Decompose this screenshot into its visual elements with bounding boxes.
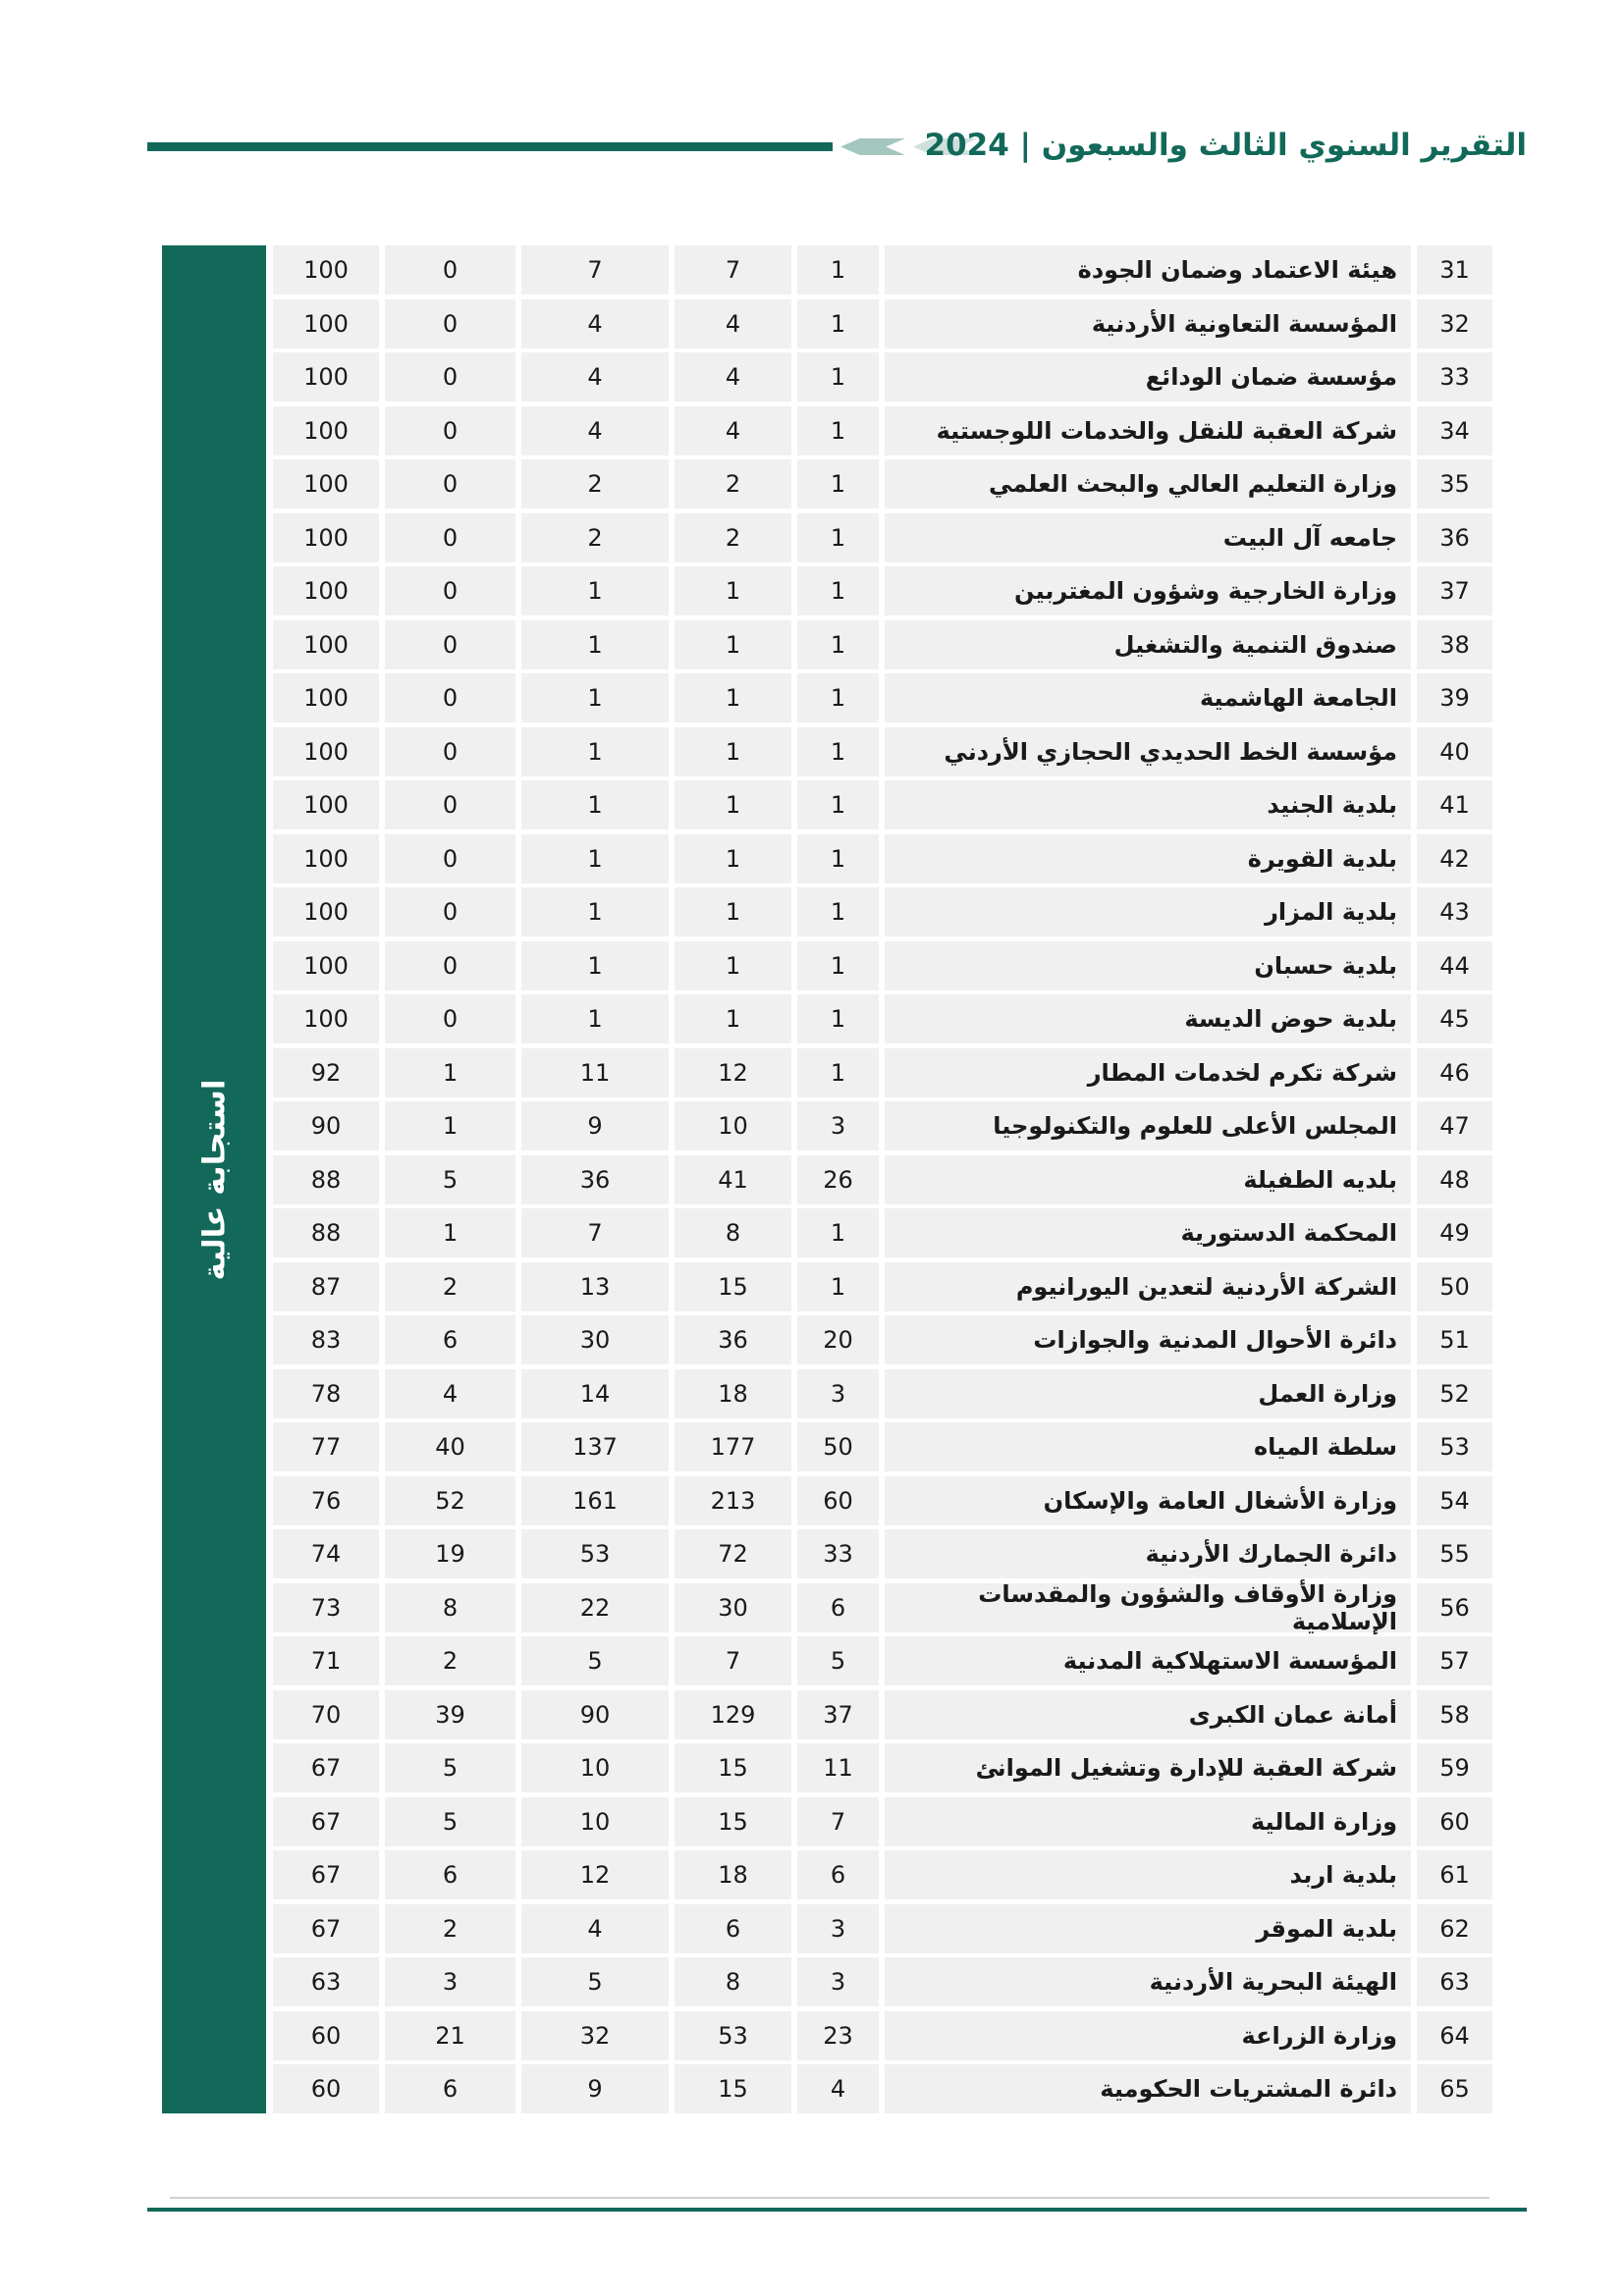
row-number: 61 <box>1417 1850 1492 1899</box>
table-row <box>273 1743 1492 1792</box>
row-number: 39 <box>1417 673 1492 722</box>
value-col-percent: 100 <box>273 566 379 615</box>
value-col-percent: 100 <box>273 513 379 562</box>
entity-name: بلدية المزار <box>885 887 1411 936</box>
table-row <box>273 299 1492 348</box>
value-col-3: 1 <box>521 994 669 1043</box>
value-col-percent: 73 <box>273 1583 379 1632</box>
entity-name: الهيئة البحرية الأردنية <box>885 1957 1411 2006</box>
row-number: 64 <box>1417 2011 1492 2060</box>
value-col-percent: 88 <box>273 1208 379 1257</box>
value-col-2: 2 <box>675 513 791 562</box>
value-col-1: 1 <box>797 1208 879 1257</box>
row-number: 36 <box>1417 513 1492 562</box>
entity-name: شركة العقبة للإدارة وتشغيل الموانئ <box>885 1743 1411 1792</box>
table-row <box>273 620 1492 669</box>
value-col-percent: 100 <box>273 727 379 776</box>
table-row <box>273 1690 1492 1739</box>
entity-name: دائرة الأحوال المدنية والجوازات <box>885 1315 1411 1364</box>
value-col-2: 6 <box>675 1904 791 1953</box>
value-col-2: 18 <box>675 1850 791 1899</box>
value-col-1: 26 <box>797 1155 879 1204</box>
value-col-4: 0 <box>385 459 515 508</box>
chevron-decoration-icon <box>840 138 905 155</box>
table-row <box>273 1579 1492 1635</box>
value-col-1: 1 <box>797 941 879 990</box>
value-col-percent: 100 <box>273 352 379 401</box>
value-col-3: 4 <box>521 406 669 455</box>
entity-name: وزارة الأوقاف والشؤون والمقدسات الإسلامية <box>885 1583 1411 1632</box>
value-col-percent: 76 <box>273 1476 379 1525</box>
value-col-1: 6 <box>797 1583 879 1632</box>
header-rule <box>147 142 833 151</box>
table-row <box>273 1262 1492 1311</box>
row-number: 59 <box>1417 1743 1492 1792</box>
value-col-1: 60 <box>797 1476 879 1525</box>
value-col-3: 14 <box>521 1369 669 1418</box>
table-row <box>273 1422 1492 1471</box>
value-col-1: 1 <box>797 887 879 936</box>
entity-name: صندوق التنمية والتشغيل <box>885 620 1411 669</box>
value-col-2: 7 <box>675 245 791 294</box>
row-number: 55 <box>1417 1529 1492 1578</box>
value-col-4: 2 <box>385 1636 515 1685</box>
entity-name: بلدية الموقر <box>885 1904 1411 1953</box>
value-col-2: 129 <box>675 1690 791 1739</box>
value-col-1: 23 <box>797 2011 879 2060</box>
row-number: 41 <box>1417 780 1492 829</box>
value-col-3: 32 <box>521 2011 669 2060</box>
value-col-4: 5 <box>385 1743 515 1792</box>
table-row <box>273 2011 1492 2060</box>
table-row <box>273 245 1492 294</box>
entity-name: وزارة العمل <box>885 1369 1411 1418</box>
entity-name: بلدية اربد <box>885 1850 1411 1899</box>
value-col-3: 36 <box>521 1155 669 1204</box>
category-sidebar <box>162 245 266 2113</box>
value-col-4: 0 <box>385 299 515 348</box>
value-col-1: 1 <box>797 994 879 1043</box>
value-col-3: 9 <box>521 1101 669 1150</box>
value-col-percent: 100 <box>273 780 379 829</box>
value-col-4: 52 <box>385 1476 515 1525</box>
row-number: 63 <box>1417 1957 1492 2006</box>
value-col-percent: 74 <box>273 1529 379 1578</box>
row-number: 32 <box>1417 299 1492 348</box>
value-col-percent: 100 <box>273 459 379 508</box>
value-col-percent: 100 <box>273 673 379 722</box>
table-row <box>273 1904 1492 1953</box>
value-col-1: 1 <box>797 513 879 562</box>
value-col-4: 0 <box>385 406 515 455</box>
value-col-4: 0 <box>385 620 515 669</box>
value-col-1: 1 <box>797 245 879 294</box>
category-sidebar-label: استجابة عالية <box>196 1079 233 1280</box>
value-col-2: 8 <box>675 1957 791 2006</box>
value-col-3: 7 <box>521 245 669 294</box>
value-col-2: 177 <box>675 1422 791 1471</box>
value-col-1: 3 <box>797 1369 879 1418</box>
row-number: 52 <box>1417 1369 1492 1418</box>
value-col-3: 1 <box>521 727 669 776</box>
row-number: 47 <box>1417 1101 1492 1150</box>
entity-name: سلطة المياه <box>885 1422 1411 1471</box>
value-col-percent: 90 <box>273 1101 379 1150</box>
value-col-2: 1 <box>675 887 791 936</box>
entity-name: المجلس الأعلى للعلوم والتكنولوجيا <box>885 1101 1411 1150</box>
value-col-3: 9 <box>521 2064 669 2113</box>
value-col-1: 1 <box>797 1262 879 1311</box>
table-row <box>273 1529 1492 1578</box>
value-col-2: 1 <box>675 620 791 669</box>
entity-name: أمانة عمان الكبرى <box>885 1690 1411 1739</box>
value-col-4: 3 <box>385 1957 515 2006</box>
value-col-4: 0 <box>385 887 515 936</box>
value-col-3: 12 <box>521 1850 669 1899</box>
table-row <box>273 1850 1492 1899</box>
entity-name: المؤسسة التعاونية الأردنية <box>885 299 1411 348</box>
value-col-percent: 100 <box>273 834 379 883</box>
entity-name: مؤسسة الخط الحديدي الحجازي الأردني <box>885 727 1411 776</box>
value-col-3: 2 <box>521 513 669 562</box>
value-col-percent: 67 <box>273 1850 379 1899</box>
value-col-percent: 100 <box>273 299 379 348</box>
table-row <box>273 1369 1492 1418</box>
table-row <box>273 887 1492 936</box>
table-row <box>273 1636 1492 1685</box>
value-col-3: 1 <box>521 780 669 829</box>
value-col-1: 3 <box>797 1101 879 1150</box>
value-col-2: 72 <box>675 1529 791 1578</box>
value-col-1: 1 <box>797 299 879 348</box>
row-number: 48 <box>1417 1155 1492 1204</box>
value-col-3: 161 <box>521 1476 669 1525</box>
value-col-2: 15 <box>675 2064 791 2113</box>
value-col-4: 0 <box>385 834 515 883</box>
value-col-3: 30 <box>521 1315 669 1364</box>
value-col-percent: 100 <box>273 620 379 669</box>
value-col-percent: 92 <box>273 1048 379 1097</box>
value-col-1: 50 <box>797 1422 879 1471</box>
value-col-2: 4 <box>675 406 791 455</box>
value-col-percent: 67 <box>273 1904 379 1953</box>
report-title: التقرير السنوي الثالث والسبعون | 2024 <box>924 128 1527 163</box>
entity-name: شركة تكرم لخدمات المطار <box>885 1048 1411 1097</box>
entity-name: مؤسسة ضمان الودائع <box>885 352 1411 401</box>
value-col-2: 1 <box>675 994 791 1043</box>
value-col-3: 90 <box>521 1690 669 1739</box>
value-col-4: 40 <box>385 1422 515 1471</box>
row-number: 46 <box>1417 1048 1492 1097</box>
row-number: 38 <box>1417 620 1492 669</box>
table-row <box>273 1048 1492 1097</box>
value-col-1: 1 <box>797 834 879 883</box>
value-col-4: 2 <box>385 1262 515 1311</box>
table-row <box>273 1797 1492 1846</box>
value-col-percent: 71 <box>273 1636 379 1685</box>
value-col-3: 1 <box>521 673 669 722</box>
value-col-percent: 88 <box>273 1155 379 1204</box>
value-col-3: 11 <box>521 1048 669 1097</box>
row-number: 42 <box>1417 834 1492 883</box>
value-col-4: 0 <box>385 245 515 294</box>
value-col-2: 1 <box>675 566 791 615</box>
table-row <box>273 834 1492 883</box>
row-number: 56 <box>1417 1583 1492 1632</box>
value-col-1: 1 <box>797 673 879 722</box>
value-col-3: 2 <box>521 459 669 508</box>
table-row <box>273 1155 1492 1204</box>
value-col-4: 2 <box>385 1904 515 1953</box>
row-number: 37 <box>1417 566 1492 615</box>
value-col-2: 1 <box>675 941 791 990</box>
value-col-1: 1 <box>797 459 879 508</box>
row-number: 34 <box>1417 406 1492 455</box>
table-row <box>273 406 1492 455</box>
value-col-1: 6 <box>797 1850 879 1899</box>
value-col-percent: 100 <box>273 994 379 1043</box>
table-row <box>273 941 1492 990</box>
value-col-1: 5 <box>797 1636 879 1685</box>
value-col-3: 1 <box>521 566 669 615</box>
value-col-3: 10 <box>521 1743 669 1792</box>
table-row <box>273 459 1492 508</box>
value-col-percent: 63 <box>273 1957 379 2006</box>
value-col-4: 1 <box>385 1208 515 1257</box>
entity-name: هيئة الاعتماد وضمان الجودة <box>885 245 1411 294</box>
value-col-3: 53 <box>521 1529 669 1578</box>
entity-name: شركة العقبة للنقل والخدمات اللوجستية <box>885 406 1411 455</box>
value-col-3: 13 <box>521 1262 669 1311</box>
value-col-4: 5 <box>385 1155 515 1204</box>
value-col-1: 3 <box>797 1957 879 2006</box>
entity-name: بلدية حسبان <box>885 941 1411 990</box>
row-number: 50 <box>1417 1262 1492 1311</box>
value-col-1: 1 <box>797 1048 879 1097</box>
row-number: 43 <box>1417 887 1492 936</box>
value-col-2: 15 <box>675 1743 791 1792</box>
value-col-2: 1 <box>675 834 791 883</box>
entity-name: وزارة التعليم العالي والبحث العلمي <box>885 459 1411 508</box>
value-col-2: 15 <box>675 1797 791 1846</box>
row-number: 54 <box>1417 1476 1492 1525</box>
value-col-3: 4 <box>521 299 669 348</box>
value-col-2: 53 <box>675 2011 791 2060</box>
value-col-2: 1 <box>675 673 791 722</box>
row-number: 53 <box>1417 1422 1492 1471</box>
row-number: 65 <box>1417 2064 1492 2113</box>
value-col-2: 213 <box>675 1476 791 1525</box>
table-row <box>273 994 1492 1043</box>
value-col-3: 10 <box>521 1797 669 1846</box>
row-number: 57 <box>1417 1636 1492 1685</box>
value-col-3: 1 <box>521 620 669 669</box>
value-col-percent: 77 <box>273 1422 379 1471</box>
value-col-percent: 67 <box>273 1743 379 1792</box>
value-col-2: 36 <box>675 1315 791 1364</box>
value-col-4: 19 <box>385 1529 515 1578</box>
row-number: 40 <box>1417 727 1492 776</box>
row-number: 45 <box>1417 994 1492 1043</box>
row-number: 31 <box>1417 245 1492 294</box>
entity-name: بلدية حوض الديسة <box>885 994 1411 1043</box>
row-number: 58 <box>1417 1690 1492 1739</box>
value-col-percent: 78 <box>273 1369 379 1418</box>
value-col-4: 8 <box>385 1583 515 1632</box>
value-col-percent: 100 <box>273 887 379 936</box>
value-col-1: 4 <box>797 2064 879 2113</box>
value-col-3: 1 <box>521 941 669 990</box>
entity-name: دائرة الجمارك الأردنية <box>885 1529 1411 1578</box>
value-col-3: 5 <box>521 1957 669 2006</box>
row-number: 60 <box>1417 1797 1492 1846</box>
value-col-percent: 67 <box>273 1797 379 1846</box>
value-col-4: 6 <box>385 1315 515 1364</box>
value-col-4: 39 <box>385 1690 515 1739</box>
value-col-2: 41 <box>675 1155 791 1204</box>
row-number: 49 <box>1417 1208 1492 1257</box>
value-col-2: 1 <box>675 780 791 829</box>
value-col-4: 0 <box>385 566 515 615</box>
value-col-2: 1 <box>675 727 791 776</box>
value-col-2: 12 <box>675 1048 791 1097</box>
table-row <box>273 780 1492 829</box>
value-col-2: 15 <box>675 1262 791 1311</box>
entity-name: الجامعة الهاشمية <box>885 673 1411 722</box>
footer-rule <box>147 2208 1527 2212</box>
value-col-1: 7 <box>797 1797 879 1846</box>
value-col-4: 6 <box>385 1850 515 1899</box>
table-row <box>273 1101 1492 1150</box>
value-col-percent: 87 <box>273 1262 379 1311</box>
value-col-2: 2 <box>675 459 791 508</box>
value-col-percent: 60 <box>273 2011 379 2060</box>
entity-name: جامعه آل البيت <box>885 513 1411 562</box>
entity-name: الشركة الأردنية لتعدين اليورانيوم <box>885 1262 1411 1311</box>
value-col-2: 10 <box>675 1101 791 1150</box>
row-number: 35 <box>1417 459 1492 508</box>
table-row <box>273 1476 1492 1525</box>
row-number: 33 <box>1417 352 1492 401</box>
value-col-1: 11 <box>797 1743 879 1792</box>
value-col-percent: 100 <box>273 245 379 294</box>
value-col-3: 137 <box>521 1422 669 1471</box>
entity-name: دائرة المشتريات الحكومية <box>885 2064 1411 2113</box>
value-col-2: 4 <box>675 299 791 348</box>
entities-table <box>273 245 1492 2113</box>
value-col-4: 0 <box>385 780 515 829</box>
value-col-1: 33 <box>797 1529 879 1578</box>
footer-rule-light <box>170 2197 1489 2199</box>
value-col-1: 37 <box>797 1690 879 1739</box>
value-col-2: 7 <box>675 1636 791 1685</box>
value-col-1: 1 <box>797 406 879 455</box>
value-col-4: 4 <box>385 1369 515 1418</box>
value-col-1: 20 <box>797 1315 879 1364</box>
entity-name: بلدية القويرة <box>885 834 1411 883</box>
entity-name: المحكمة الدستورية <box>885 1208 1411 1257</box>
value-col-1: 1 <box>797 566 879 615</box>
entity-name: بلدية الجنيد <box>885 780 1411 829</box>
value-col-4: 6 <box>385 2064 515 2113</box>
value-col-2: 30 <box>675 1583 791 1632</box>
value-col-3: 1 <box>521 887 669 936</box>
value-col-3: 1 <box>521 834 669 883</box>
value-col-4: 1 <box>385 1048 515 1097</box>
value-col-2: 8 <box>675 1208 791 1257</box>
table-row <box>273 566 1492 615</box>
value-col-2: 18 <box>675 1369 791 1418</box>
value-col-percent: 100 <box>273 406 379 455</box>
value-col-percent: 70 <box>273 1690 379 1739</box>
entity-name: وزارة المالية <box>885 1797 1411 1846</box>
table-row <box>273 352 1492 401</box>
value-col-1: 1 <box>797 620 879 669</box>
table-row <box>273 673 1492 722</box>
table-row <box>273 727 1492 776</box>
value-col-1: 3 <box>797 1904 879 1953</box>
value-col-1: 1 <box>797 352 879 401</box>
value-col-4: 1 <box>385 1101 515 1150</box>
row-number: 44 <box>1417 941 1492 990</box>
value-col-3: 4 <box>521 1904 669 1953</box>
value-col-4: 0 <box>385 673 515 722</box>
table-row <box>273 2064 1492 2113</box>
table-row <box>273 1957 1492 2006</box>
value-col-3: 4 <box>521 352 669 401</box>
value-col-4: 5 <box>385 1797 515 1846</box>
value-col-percent: 83 <box>273 1315 379 1364</box>
value-col-4: 0 <box>385 513 515 562</box>
value-col-4: 0 <box>385 352 515 401</box>
value-col-percent: 60 <box>273 2064 379 2113</box>
entity-name: بلديه الطفيلة <box>885 1155 1411 1204</box>
entity-name: المؤسسة الاستهلاكية المدنية <box>885 1636 1411 1685</box>
value-col-3: 5 <box>521 1636 669 1685</box>
entity-name: وزارة الخارجية وشؤون المغتربين <box>885 566 1411 615</box>
value-col-3: 22 <box>521 1583 669 1632</box>
value-col-4: 0 <box>385 727 515 776</box>
value-col-3: 7 <box>521 1208 669 1257</box>
value-col-1: 1 <box>797 727 879 776</box>
table-row <box>273 1208 1492 1257</box>
entity-name: وزارة الأشغال العامة والإسكان <box>885 1476 1411 1525</box>
value-col-4: 21 <box>385 2011 515 2060</box>
table-row <box>273 513 1492 562</box>
value-col-4: 0 <box>385 994 515 1043</box>
value-col-1: 1 <box>797 780 879 829</box>
value-col-percent: 100 <box>273 941 379 990</box>
table-row <box>273 1315 1492 1364</box>
row-number: 62 <box>1417 1904 1492 1953</box>
entity-name: وزارة الزراعة <box>885 2011 1411 2060</box>
value-col-2: 4 <box>675 352 791 401</box>
value-col-4: 0 <box>385 941 515 990</box>
row-number: 51 <box>1417 1315 1492 1364</box>
